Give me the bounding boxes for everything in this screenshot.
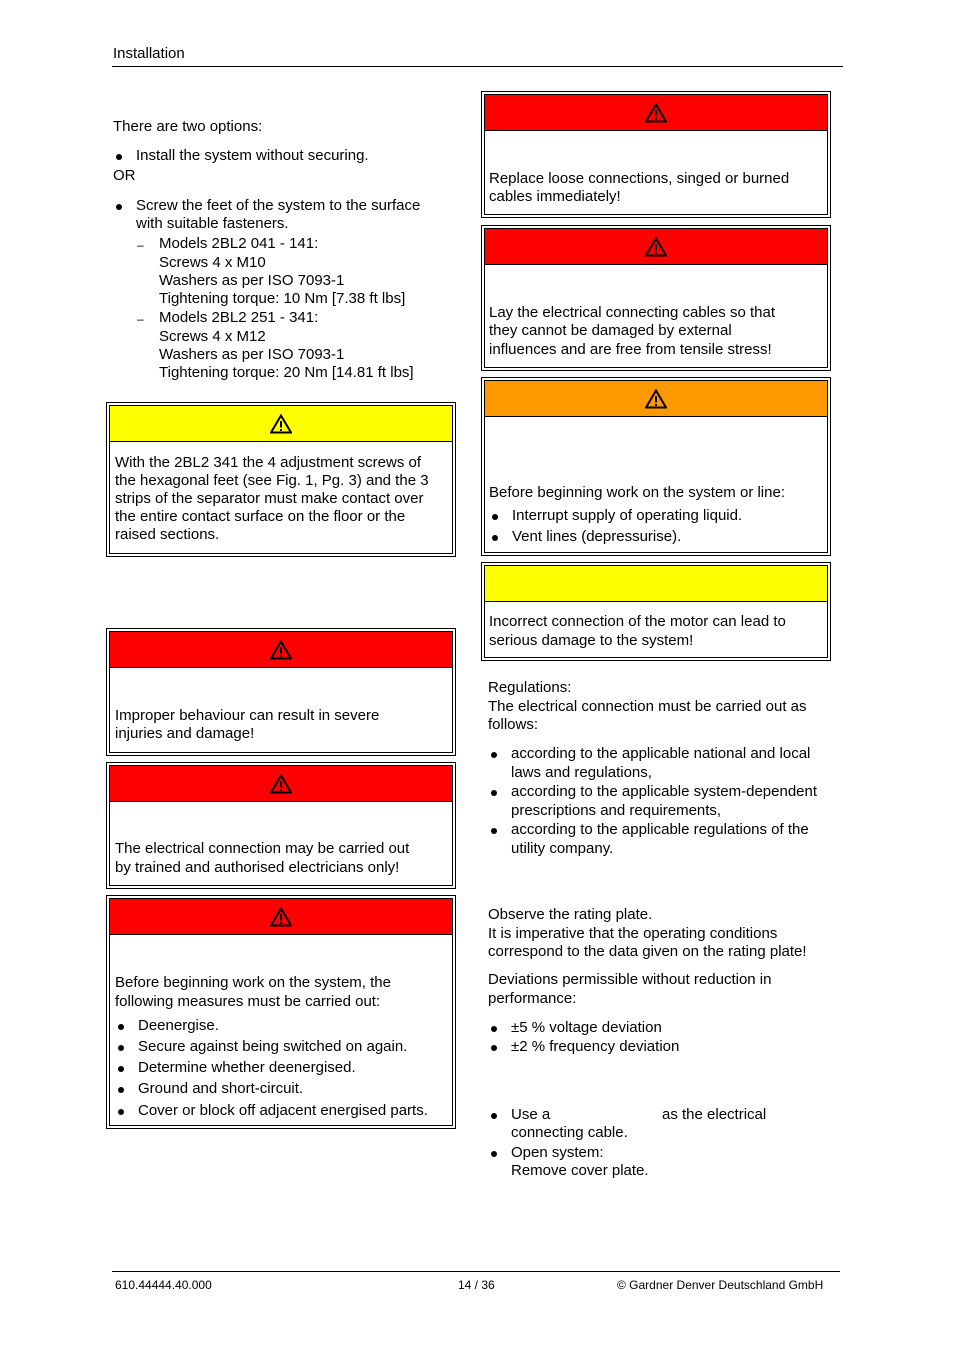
warning-triangle-icon <box>270 774 292 794</box>
warning-box-operating-liquid <box>481 377 831 556</box>
danger-text-line: Lay the electrical connecting cables so that <box>489 304 776 321</box>
bullet-dot <box>491 1113 497 1119</box>
warning-triangle-icon <box>270 907 292 927</box>
caution-box-motor-connection <box>481 562 831 661</box>
danger-band <box>110 766 452 802</box>
danger-band <box>485 229 827 265</box>
model-group-2-title: Models 2BL2 251 - 341: <box>159 309 319 326</box>
danger-box-improper-behaviour <box>106 628 456 756</box>
bullet-dot <box>491 1045 497 1051</box>
danger-band <box>110 632 452 668</box>
danger-box-measures <box>106 895 456 1129</box>
intro-text: There are two options: <box>113 118 263 135</box>
footer-page-number: 14 / 36 <box>458 1278 495 1292</box>
bullet-dot <box>118 1066 124 1072</box>
regulation-item-line: according to the applicable national and local <box>511 745 811 762</box>
caution-band <box>485 566 827 602</box>
measure-item: Determine whether deenergised. <box>138 1059 356 1076</box>
danger-text-line: cables immediately! <box>489 188 621 205</box>
model-group-2-line: Tightening torque: 20 Nm [14.81 ft lbs] <box>159 364 414 381</box>
danger-text-line: injuries and damage! <box>115 725 255 742</box>
danger-text-line: Before beginning work on the system, the <box>115 974 391 991</box>
danger-text-line: following measures must be carried out: <box>115 993 381 1010</box>
caution-text-line: raised sections. <box>115 526 220 543</box>
warning-triangle-icon <box>270 640 292 660</box>
bullet-dot <box>491 790 497 796</box>
deviation-line: Deviations permissible without reduction in <box>488 971 772 988</box>
regulation-item-line: laws and regulations, <box>511 764 652 781</box>
warning-band <box>485 381 827 417</box>
bullet-dot <box>491 1151 497 1157</box>
caution-text-line: the hexagonal feet (see Fig. 1, Pg. 3) and the 3 <box>115 472 429 489</box>
danger-box-loose-connections <box>481 91 831 218</box>
bullet-dot <box>118 1045 124 1051</box>
bullet-dot <box>118 1024 124 1030</box>
cable-instruction-start: Use a <box>511 1106 551 1123</box>
caution-text-line: Incorrect connection of the motor can lead to <box>489 613 786 630</box>
cable-instruction-end: as the electrical <box>662 1106 767 1123</box>
model-group-1-title: Models 2BL2 041 - 141: <box>159 235 319 252</box>
bullet-dot <box>491 752 497 758</box>
caution-text-line: the entire contact surface on the floor or the <box>115 508 406 525</box>
regulations-intro-line: follows: <box>488 716 539 733</box>
danger-box-electricians <box>106 762 456 889</box>
option-2-line: Screw the feet of the system to the surface <box>136 197 421 214</box>
model-group-1-line: Screws 4 x M10 <box>159 254 266 271</box>
footer-rule <box>112 1271 840 1272</box>
regulation-item-line: utility company. <box>511 840 614 857</box>
caution-band <box>110 406 452 442</box>
regulations-label: Regulations: <box>488 679 572 696</box>
cable-instruction-line2: connecting cable. <box>511 1124 628 1141</box>
warning-triangle-icon <box>270 414 292 434</box>
regulations-intro-line: The electrical connection must be carried out as <box>488 698 807 715</box>
danger-text-line: they cannot be damaged by external <box>489 322 732 339</box>
caution-box-adjustment <box>106 402 456 557</box>
or-text: OR <box>113 167 136 184</box>
measure-item: Ground and short-circuit. <box>138 1080 304 1097</box>
warning-triangle-icon <box>645 237 667 257</box>
remove-cover-line: Remove cover plate. <box>511 1162 649 1179</box>
caution-text-line: With the 2BL2 341 the 4 adjustment screws of <box>115 454 421 471</box>
danger-band <box>110 899 452 935</box>
model-group-2-line: Screws 4 x M12 <box>159 328 266 345</box>
bullet-dot <box>492 535 498 541</box>
bullet-dot <box>118 1109 124 1115</box>
page-header-title: Installation <box>113 45 185 62</box>
deviation-line: performance: <box>488 990 577 1007</box>
rating-line: correspond to the data given on the rating plate! <box>488 943 807 960</box>
model-group-2-line: Washers as per ISO 7093-1 <box>159 346 345 363</box>
danger-band <box>485 95 827 131</box>
bullet-dot <box>492 514 498 520</box>
regulation-item-line: prescriptions and requirements, <box>511 802 722 819</box>
warning-triangle-icon <box>645 389 667 409</box>
header-rule <box>112 66 843 67</box>
warning-text-line: Before beginning work on the system or line: <box>489 484 785 501</box>
caution-text-line: strips of the separator must make contact over <box>115 490 424 507</box>
option-2-line: with suitable fasteners. <box>136 215 289 232</box>
measure-item: Deenergise. <box>138 1017 219 1034</box>
deviation-item: ±5 % voltage deviation <box>511 1019 662 1036</box>
measure-item: Cover or block off adjacent energised parts. <box>138 1102 428 1119</box>
deviation-item: ±2 % frequency deviation <box>511 1038 680 1055</box>
caution-text-line: serious damage to the system! <box>489 632 694 649</box>
danger-text-line: by trained and authorised electricians only! <box>115 859 400 876</box>
danger-text-line: Improper behaviour can result in severe <box>115 707 380 724</box>
open-system-line: Open system: <box>511 1144 604 1161</box>
bullet-dot <box>491 1026 497 1032</box>
danger-text-line: influences and are free from tensile stress! <box>489 341 772 358</box>
model-group-1-line: Washers as per ISO 7093-1 <box>159 272 345 289</box>
warning-triangle-icon <box>645 103 667 123</box>
rating-line: Observe the rating plate. <box>488 906 653 923</box>
footer-copyright: © Gardner Denver Deutschland GmbH <box>617 1278 824 1292</box>
option-1-text: Install the system without securing. <box>136 147 369 164</box>
dash-marker: – <box>137 312 144 326</box>
bullet-dot <box>116 154 122 160</box>
bullet-dot <box>116 204 122 210</box>
danger-box-cable-laying <box>481 225 831 371</box>
danger-text-line: The electrical connection may be carried out <box>115 840 410 857</box>
dash-marker: – <box>137 238 144 252</box>
measure-item: Secure against being switched on again. <box>138 1038 408 1055</box>
bullet-dot <box>491 828 497 834</box>
bullet-dot <box>118 1087 124 1093</box>
regulation-item-line: according to the applicable system-dependent <box>511 783 818 800</box>
warning-item: Interrupt supply of operating liquid. <box>512 507 743 524</box>
warning-item: Vent lines (depressurise). <box>512 528 682 545</box>
rating-line: It is imperative that the operating conditions <box>488 925 778 942</box>
model-group-1-line: Tightening torque: 10 Nm [7.38 ft lbs] <box>159 290 406 307</box>
regulation-item-line: according to the applicable regulations of the <box>511 821 809 838</box>
footer-doc-number: 610.44444.40.000 <box>115 1278 212 1292</box>
danger-text-line: Replace loose connections, singed or burned <box>489 170 790 187</box>
